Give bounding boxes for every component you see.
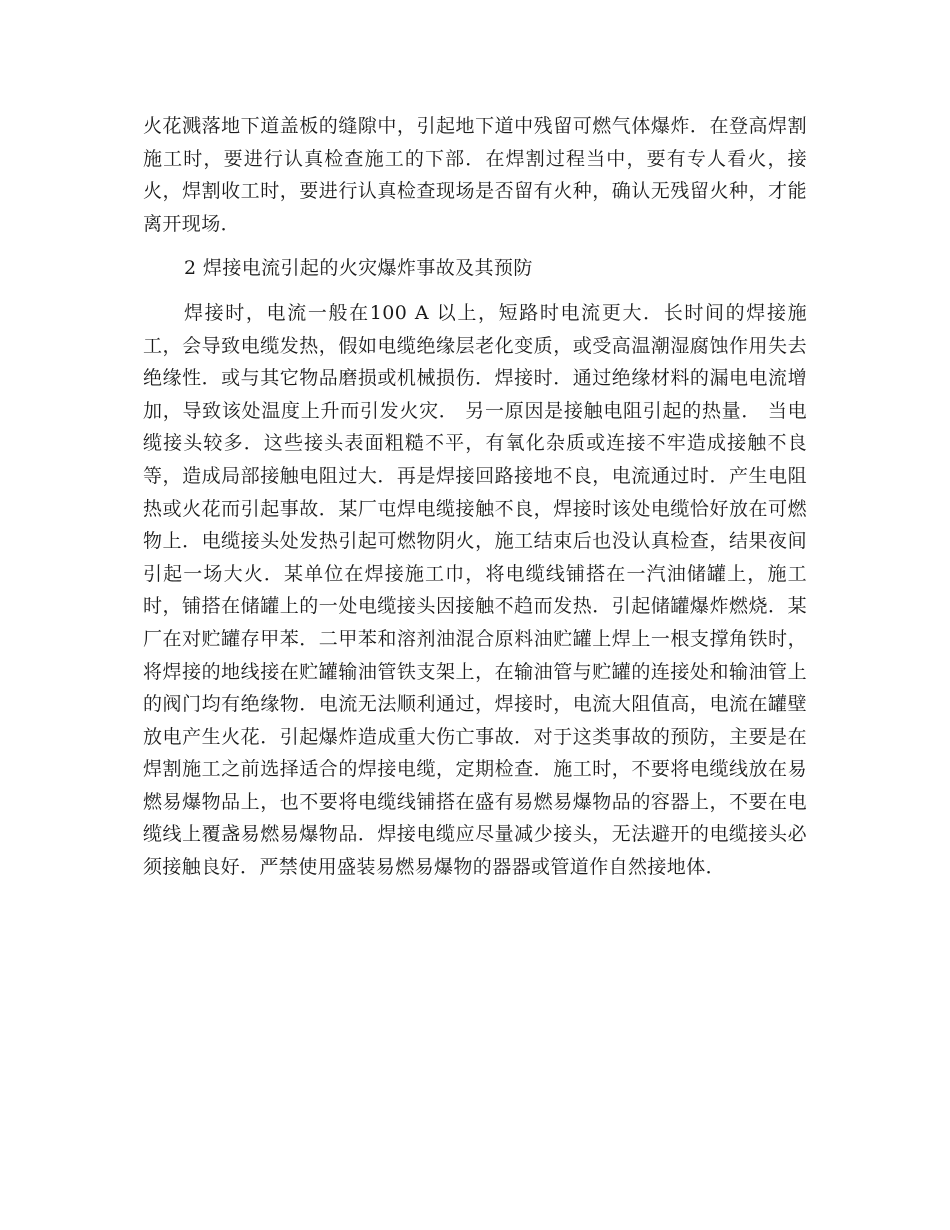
paragraph-continuation: 火花溅落地下道盖板的缝隙中，引起地下道中残留可燃气体爆炸．在登高焊割施工时，要进行认真检查施工的下部．在焊割过程当中，要有专人看火，接火，焊割收工时，要进行认真检查现场是否留有火种，确认无残留火种，才能离开现场． (143, 115, 807, 235)
document-body (143, 110, 807, 884)
section-heading: 2 焊接电流引起的火灾爆炸事故及其预防 (184, 257, 533, 280)
paragraph-body: 焊接时，电流一般在100 A 以上，短路时电流更大．长时间的焊接施工，会导致电缆发热，假如电缆绝缘层老化变质，或受高温潮湿腐蚀作用失去绝缘性．或与其它物品磨损或机械损伤．焊接时．通过绝缘材料的漏电电流增加，导致该处温度上升而引发火灾． 另一原因是接触电阻引起的热量． 当电缆接头较多．这些接头表面粗糙不平，有氧化杂质或连接不牢造成接触不良等，造成局部接触电阻过大．再是焊接回路接地不良，电流通过时．产生电阻热或火花而引起事故．某厂屯焊电缆接触不良，焊接时该处电缆恰好放在可燃物上．电缆接头处发热引起可燃物阴火，施工结束后也没认真检查，结果夜间引起一场大火．某单位在焊接施工巾，将电缆线铺搭在一汽油储罐上，施工时，铺搭在储罐上的一处电缆接头因接触不趋而发热．引起储罐爆炸燃烧．某厂在对贮罐存甲苯．二甲苯和溶剂油混合原料油贮罐上焊上一根支撑角铁时，将焊接的地线接在贮罐输油管铁支架上，在输油管与贮罐的连接处和输油管上的阀门均有绝缘物．电流无法顺利通过，焊接时，电流大阻值高，电流在罐壁放电产生火花．引起爆炸造成重大伤亡事故．对于这类事故的预防，主要是在焊割施工之前选择适合的焊接电缆，定期检查．施工时，不要将电缆线放在易燃易爆物品上，也不要将电缆线铺搭在盛有易燃易爆物品的容器上，不要在电缆线上覆盏易燃易爆物品．焊接电缆应尽量减少接头，无法避开的电缆接头必须接触良好．严禁使用盛装易燃易爆物的器器或管道作自然接地体． (143, 301, 807, 879)
